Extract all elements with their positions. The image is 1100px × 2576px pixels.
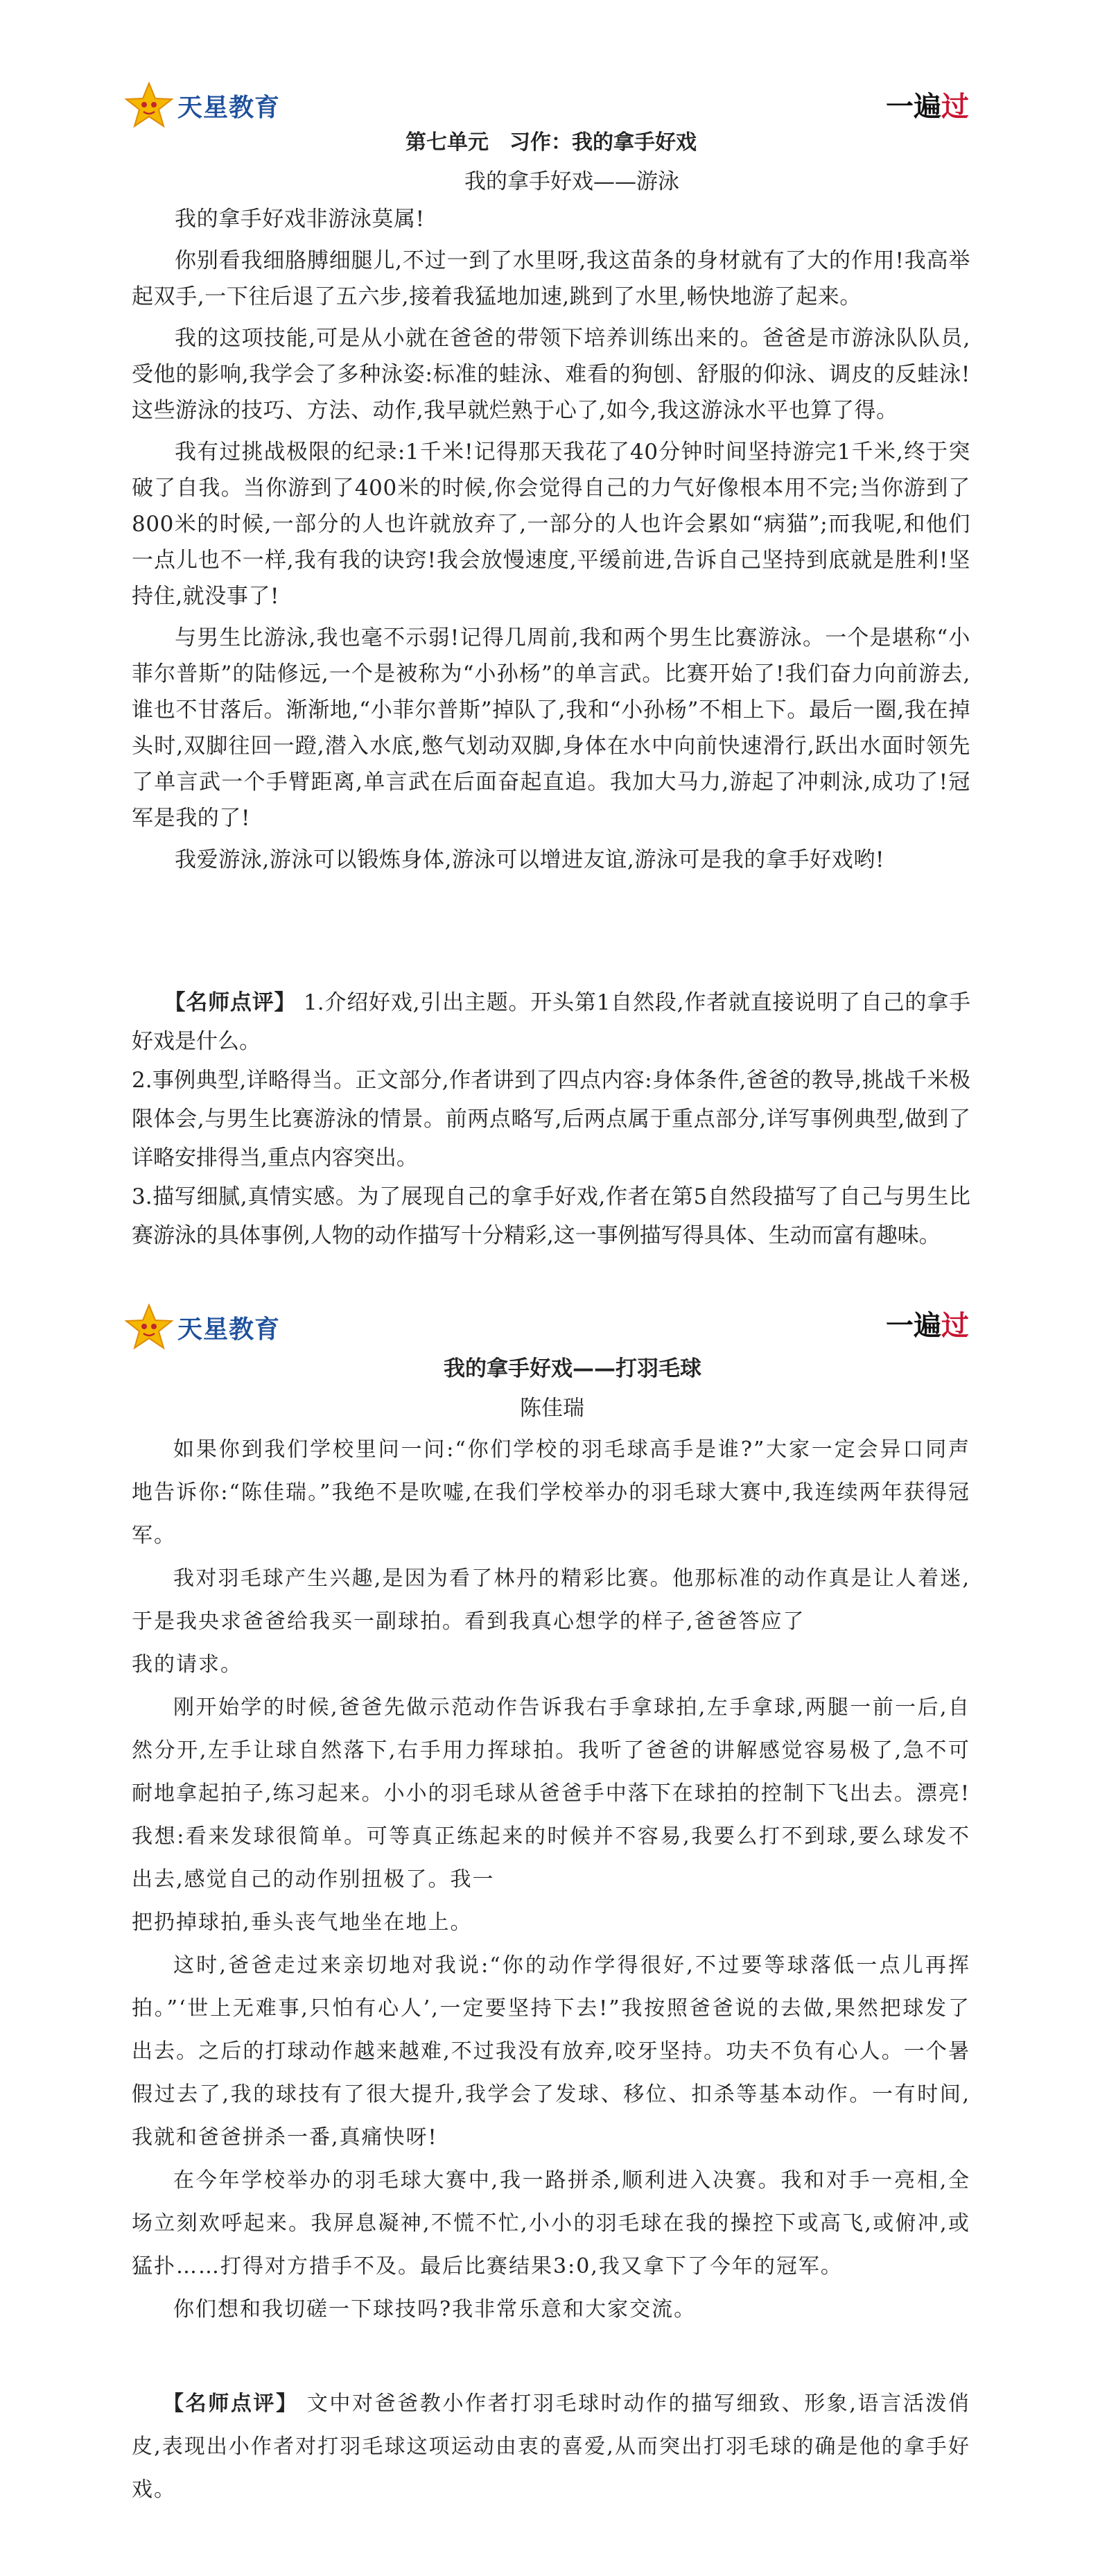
comment-label: 【名师点评】 <box>164 990 297 1015</box>
paragraph: 我爱游泳,游泳可以锻炼身体,游泳可以增进友谊,游泳可是我的拿手好戏哟! <box>175 847 885 872</box>
paragraph: 刚开始学的时候,爸爸先做示范动作告诉我右手拿球拍,左手拿球,两腿一前一后,自然分开,左手让球自然落下,右手用力挥球拍。我听了爸爸的讲解感觉容易极了,急不可耐地拿起拍子,练习起来。小小的羽毛球从爸爸手中落下在球拍的控制下飞出去。漂亮!我想:看来发球很简单。可等真正练起来的时候并不容易,我要么打不到球,要么球发不出去,感觉自己的动作别扭极了。我一 <box>132 1695 970 1892</box>
comment-item: 3.描写细腻,真情实感。为了展现自己的拿手好戏,作者在第5自然段描写了自己与男生比赛游泳的具体事例,人物的动作描写十分精彩,这一事例描写得具体、生动而富有趣味。 <box>132 1184 970 1248</box>
yibianguo-logo: 一遍过 <box>886 1310 969 1342</box>
brand-name: 天星教育 <box>177 1315 281 1344</box>
essay-badminton-body <box>132 1428 970 2331</box>
essay-title-swimming: 我的拿手好戏——游泳 <box>464 169 679 194</box>
comment-item: 2.事例典型,详略得当。正文部分,作者讲到了四点内容:身体条件,爸爸的教导,挑战千米极限体会,与男生比赛游泳的情景。前两点略写,后两点属于重点部分,详写事例典型,做到了详略安排得当,重点内容突出。 <box>132 1068 970 1170</box>
tianxing-logo <box>125 1304 280 1351</box>
comment-item: 1.介绍好戏,引出主题。开头第1自然段,作者就直接说明了自己的拿手好戏是什么。 <box>132 990 971 1054</box>
comment-label: 【名师点评】 <box>163 2392 299 2416</box>
paragraph: 与男生比游泳,我也毫不示弱!记得几周前,我和两个男生比赛游泳。一个是堪称“小菲尔普斯”的陆修远,一个是被称为“小孙杨”的单言武。比赛开始了!我们奋力向前游去,谁也不甘落后。渐渐地,“小菲尔普斯”掉队了,我和“小孙杨”不相上下。最后一圈,我在掉头时,双脚往回一蹬,潜入水底,憋气划动双脚,身体在水中向前快速滑行,跃出水面时领先了单言武一个手臂距离,单言武在后面奋起直追。我加大马力,游起了冲刺泳,成功了!冠军是我的了! <box>132 625 970 831</box>
comment-text: 文中对爸爸教小作者打羽毛球时动作的描写细致、形象,语言活泼俏皮,表现出小作者对打羽毛球这项运动由衷的喜爱,从而突出打羽毛球的确是他的拿手好戏。 <box>132 2392 970 2502</box>
paragraph: 我的这项技能,可是从小就在爸爸的带领下培养训练出来的。爸爸是市游泳队队员,受他的影响,我学会了多种泳姿:标准的蛙泳、难看的狗刨、舒服的仰泳、调皮的反蛙泳!这些游泳的技巧、方法、动作,我早就烂熟于心了,如今,我这游泳水平也算了得。 <box>132 326 970 423</box>
paragraph: 我的请求。 <box>132 1652 243 1677</box>
paragraph: 我有过挑战极限的纪录:1千米!记得那天我花了40分钟时间坚持游完1千米,终于突破了自我。当你游到了400米的时候,你会觉得自己的力气好像根本用不完;当你游到了800米的时候,一部分的人也许就放弃了,一部分的人也许会累如“病猫”;而我呢,和他们一点儿也不一样,我有我的诀窍!我会放慢速度,平缓前进,告诉自己坚持到底就是胜利!坚持住,就没事了! <box>132 440 970 609</box>
essay-swimming-body <box>132 201 970 878</box>
teacher-comment-1 <box>132 983 970 1255</box>
unit-title: 第七单元 习作：我的拿手好戏 <box>405 130 697 155</box>
paragraph: 这时,爸爸走过来亲切地对我说:“你的动作学得很好,不过要等球落低一点儿再挥拍。”‘世上无难事,只怕有心人’,一定要坚持下去!”我按照爸爸说的去做,果然把球发了出去。之后的打球动作越来越难,不过我没有放弃,咬牙坚持。功夫不负有心人。一个暑假过去了,我的球技有了很大提升,我学会了发球、移位、扣杀等基本动作。一有时间,我就和爸爸拼杀一番,真痛快呀! <box>132 1953 970 2150</box>
tianxing-logo <box>125 82 280 129</box>
teacher-comment-2 <box>132 2383 970 2512</box>
paragraph: 如果你到我们学校里问一问:“你们学校的羽毛球高手是谁?”大家一定会异口同声地告诉你:“陈佳瑞。”我绝不是吹嘘,在我们学校举办的羽毛球大赛中,我连续两年获得冠军。 <box>132 1437 970 1548</box>
paragraph: 把扔掉球拍,垂头丧气地坐在地上。 <box>132 1910 473 1935</box>
paragraph: 我的拿手好戏非游泳莫属! <box>175 207 425 232</box>
star-mascot-icon <box>125 82 173 129</box>
paragraph: 你别看我细胳膊细腿儿,不过一到了水里呀,我这苗条的身材就有了大的作用!我高举起双手,一下往后退了五六步,接着我猛地加速,跳到了水里,畅快地游了起来。 <box>132 248 970 309</box>
author-name: 陈佳瑞 <box>520 1396 584 1421</box>
yibianguo-logo: 一遍过 <box>886 91 969 123</box>
paragraph: 在今年学校举办的羽毛球大赛中,我一路拼杀,顺利进入决赛。我和对手一亮相,全场立刻欢呼起来。我屏息凝神,不慌不忙,小小的羽毛球在我的操控下或高飞,或俯冲,或猛扑……打得对方措手不及。最后比赛结果3:0,我又拿下了今年的冠军。 <box>132 2168 970 2279</box>
essay-title-badminton: 我的拿手好戏——打羽毛球 <box>444 1356 701 1381</box>
paragraph: 我对羽毛球产生兴趣,是因为看了林丹的精彩比赛。他那标准的动作真是让人着迷,于是我央求爸爸给我买一副球拍。看到我真心想学的样子,爸爸答应了 <box>132 1566 970 1634</box>
paragraph: 你们想和我切磋一下球技吗?我非常乐意和大家交流。 <box>173 2297 697 2322</box>
star-mascot-icon <box>125 1304 173 1351</box>
brand-name: 天星教育 <box>177 93 281 122</box>
